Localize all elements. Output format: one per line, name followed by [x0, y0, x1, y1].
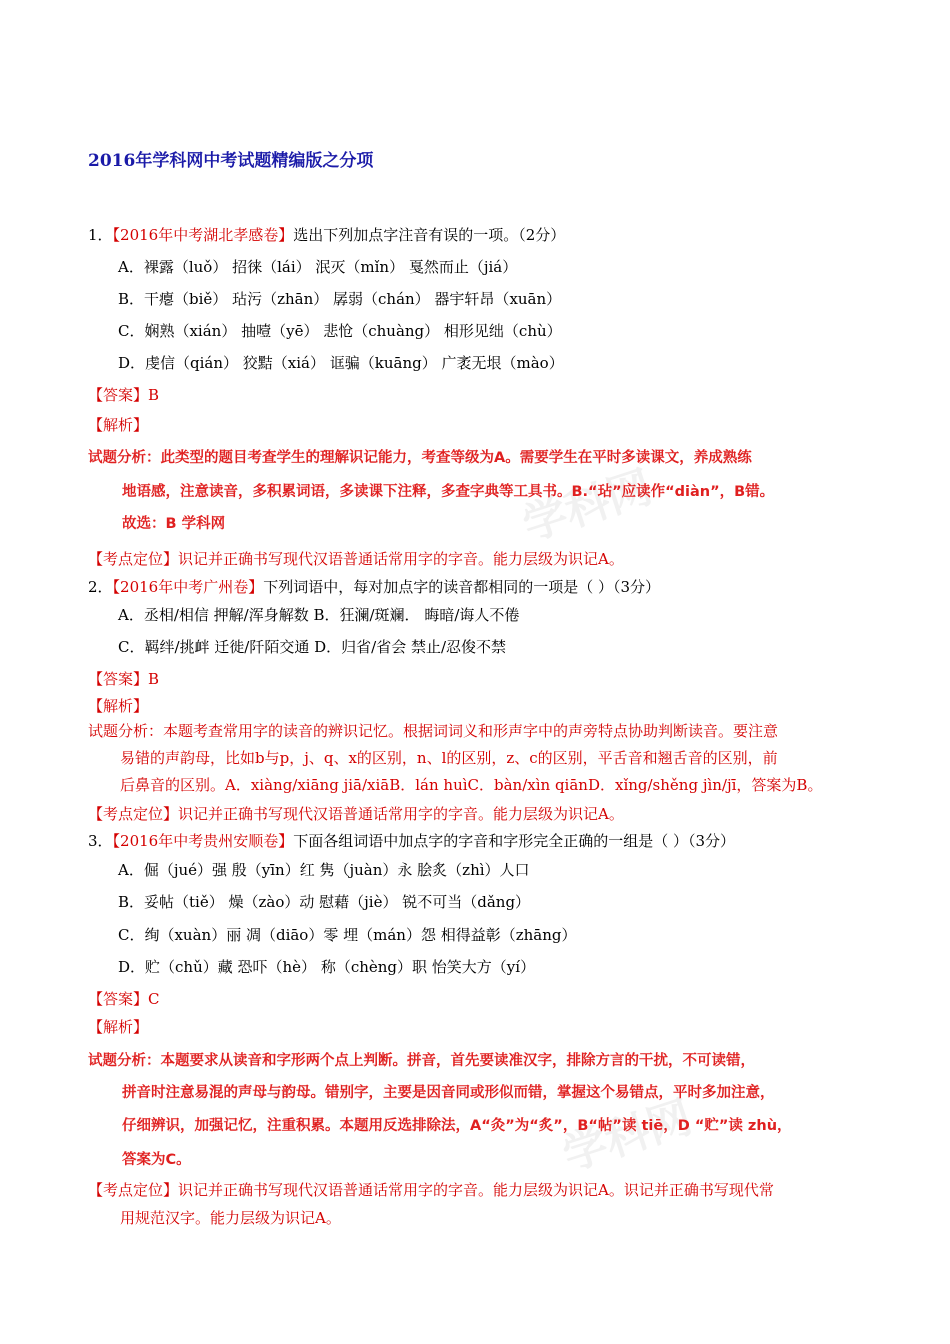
question-3-stem	[88, 831, 735, 851]
q1-point: 【考点定位】识记并正确书写现代汉语普通话常用字的字音。能力层级为识记A。	[88, 550, 624, 568]
question-text: 下面各组词语中加点字的字音和字形完全正确的一组是（ ）（3分）	[293, 832, 736, 850]
q3-analysis-line: 拼音时注意易混的声母与韵母。错别字，主要是因音同或形似而错，掌握这个易错点，平时多加注意，	[122, 1085, 775, 1101]
watermark: 学科网	[516, 461, 659, 551]
question-number: 1．	[88, 226, 113, 244]
q3-point: 【考点定位】识记并正确书写现代汉语普通话常用字的字音。能力层级为识记A。识记并正确书写现代常	[88, 1181, 774, 1199]
q2-point: 【考点定位】识记并正确书写现代汉语普通话常用字的字音。能力层级为识记A。	[88, 805, 624, 823]
question-source: 【2016年中考湖北孝感卷】	[112, 226, 294, 244]
q1-analysis-label: 【解析】	[88, 416, 149, 434]
q2-analysis-line: 后鼻音的区别。A．xiàng/xiāng jiā/xiāB．lán huìC．bàn/xìn qiānD．xǐng/shěng jìn/jī，答案为B。	[120, 776, 823, 794]
question-source: 【2016年中考广州卷】	[112, 578, 264, 596]
question-text: 下列词语中，每对加点字的读音都相同的一项是（ ）（3分）	[263, 578, 661, 596]
q2-analysis-label: 【解析】	[88, 697, 149, 715]
q1-analysis-line: 试题分析：此类型的题目考查学生的理解识记能力，考查等级为A。需要学生在平时多读课文，养成熟练	[88, 450, 752, 466]
q2-option-ab: A．丞相/相信 押解/浑身解数 B．狂澜/斑斓． 晦暗/诲人不倦	[118, 606, 520, 624]
q3-option-c: C．绚（xuàn）丽 凋（diāo）零 埋（mán）怨 相得益彰（zhāng）	[118, 926, 577, 944]
q1-option-d: D．虔信（qián） 狡黠（xiá） 诓骗（kuāng） 广袤无垠（mào）	[118, 354, 564, 372]
q1-option-b: B．干瘪（biě） 玷污（zhān） 孱弱（chán） 器宇轩昂（xuān）	[118, 290, 562, 308]
q2-option-cd: C．羁绊/挑衅 迁徙/阡陌交通 D．归省/省会 禁止/忍俊不禁	[118, 638, 507, 656]
q3-option-d: D．贮（chǔ）藏 恐吓（hè） 称（chèng）职 怡笑大方（yí）	[118, 958, 536, 976]
q1-option-a: A．裸露（luǒ） 招徕（lái） 泯灭（mǐn） 戛然而止（jiá）	[118, 258, 518, 276]
q3-point-cont: 用规范汉字。能力层级为识记A。	[120, 1209, 341, 1227]
q3-option-a: A．倔（jué）强 殷（yīn）红 隽（juàn）永 脍炙（zhì）人口	[118, 861, 530, 879]
question-number: 2．	[88, 578, 113, 596]
watermark: 学科网	[556, 1091, 699, 1181]
question-1-stem	[88, 225, 565, 245]
q3-analysis-line: 仔细辨识，加强记忆，注重积累。本题用反选排除法，A“灸”为“炙”，B“帖”读 tiē，D “贮”读 zhù，	[122, 1118, 792, 1134]
q2-answer: 【答案】B	[88, 670, 160, 688]
q3-analysis-label: 【解析】	[88, 1018, 149, 1036]
q1-analysis-line: 故选：B 学科网	[122, 516, 226, 532]
question-source: 【2016年中考贵州安顺卷】	[112, 832, 294, 850]
q3-option-b: B．妥帖（tiě） 燥（zào）动 慰藉（jiè） 锐不可当（dǎng）	[118, 893, 531, 911]
q3-analysis-line: 试题分析：本题要求从读音和字形两个点上判断。拼音，首先要读准汉字，排除方言的干扰，不可读错，	[88, 1053, 755, 1069]
q2-analysis-line: 试题分析：本题考查常用字的读音的辨识记忆。根据词词义和形声字中的声旁特点协助判断读音。要注意	[88, 722, 779, 740]
question-number: 3．	[88, 832, 113, 850]
page-title: 2016年学科网中考试题精编版之分项	[88, 151, 374, 171]
q1-option-c: C．娴熟（xián） 抽噎（yē） 悲怆（chuàng） 相形见绌（chù）	[118, 322, 562, 340]
q1-analysis-line: 地语感，注意读音，多积累词语，多读课下注释，多查字典等工具书。B.“玷”应读作“diàn”，B错。	[122, 484, 775, 500]
q1-answer: 【答案】B	[88, 386, 160, 404]
question-text: 选出下列加点字注音有误的一项。（2分）	[293, 226, 566, 244]
q3-answer: 【答案】C	[88, 990, 160, 1008]
q2-analysis-line: 易错的声韵母，比如b与p，j、q、x的区别，n、l的区别，z、c的区别，平舌音和翘舌音的区别，前	[120, 749, 778, 767]
question-2-stem	[88, 577, 660, 597]
q3-analysis-line: 答案为C。	[122, 1152, 191, 1168]
